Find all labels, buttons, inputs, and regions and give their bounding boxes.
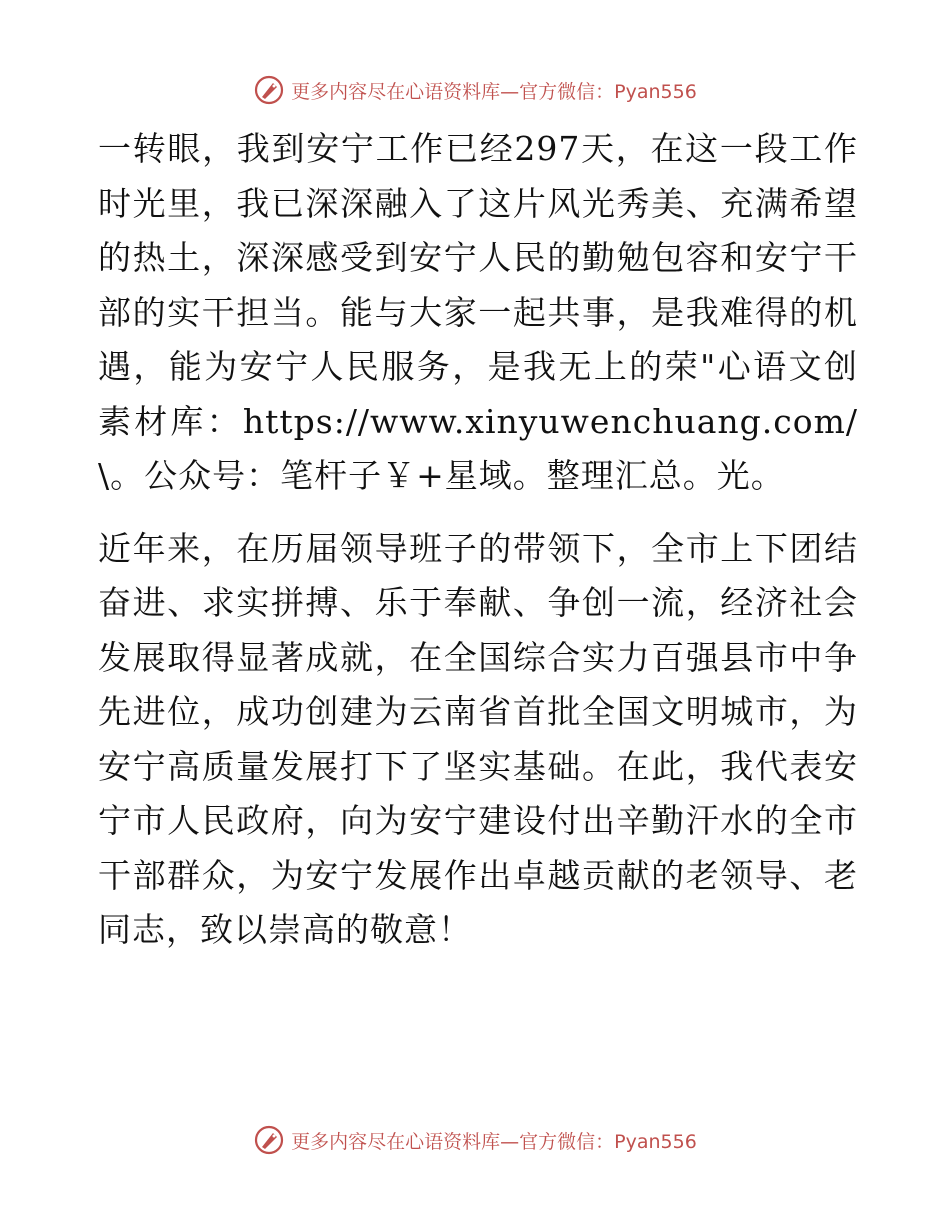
pen-nib-circle-icon — [253, 74, 285, 106]
pen-nib-circle-icon — [253, 1124, 285, 1156]
banner-text — [291, 1127, 697, 1154]
banner-text — [291, 77, 697, 104]
header-watermark-banner — [0, 70, 950, 110]
paragraph-2: 近年来，在历届领导班子的带领下，全市上下团结奋进、求实拼搏、乐于奉献、争创一流，经济社会发展取得显著成就，在全国综合实力百强县市中争先进位，成功创建为云南省首批全国文明城市，为安宁高质量发展打下了坚实基础。在此，我代表安宁市人民政府，向为安宁建设付出辛勤汗水的全市干部群众，为安宁发展作出卓越贡献的老领导、老同志，致以崇高的敬意！ — [98, 528, 858, 949]
footer-watermark-banner — [0, 1120, 950, 1160]
paragraph-1: 一转眼，我到安宁工作已经297天，在这一段工作时光里，我已深深融入了这片风光秀美、充满希望的热土，深深感受到安宁人民的勤勉包容和安宁干部的实干担当。能与大家一起共事，是我难得的机遇，能为安宁人民服务，是我无上的荣"心语文创素材库：https://www.xinyuwenchuang.com/\。公众号：笔杆子￥+星域。整理汇总。光。 — [98, 129, 858, 495]
banner-label: 更多内容尽在心语资料库—官方微信： — [291, 1130, 615, 1153]
banner-wechat-id: Pyan556 — [614, 80, 697, 103]
banner-wechat-id: Pyan556 — [614, 1130, 697, 1153]
banner-label: 更多内容尽在心语资料库—官方微信： — [291, 80, 615, 103]
document-body — [98, 122, 858, 958]
